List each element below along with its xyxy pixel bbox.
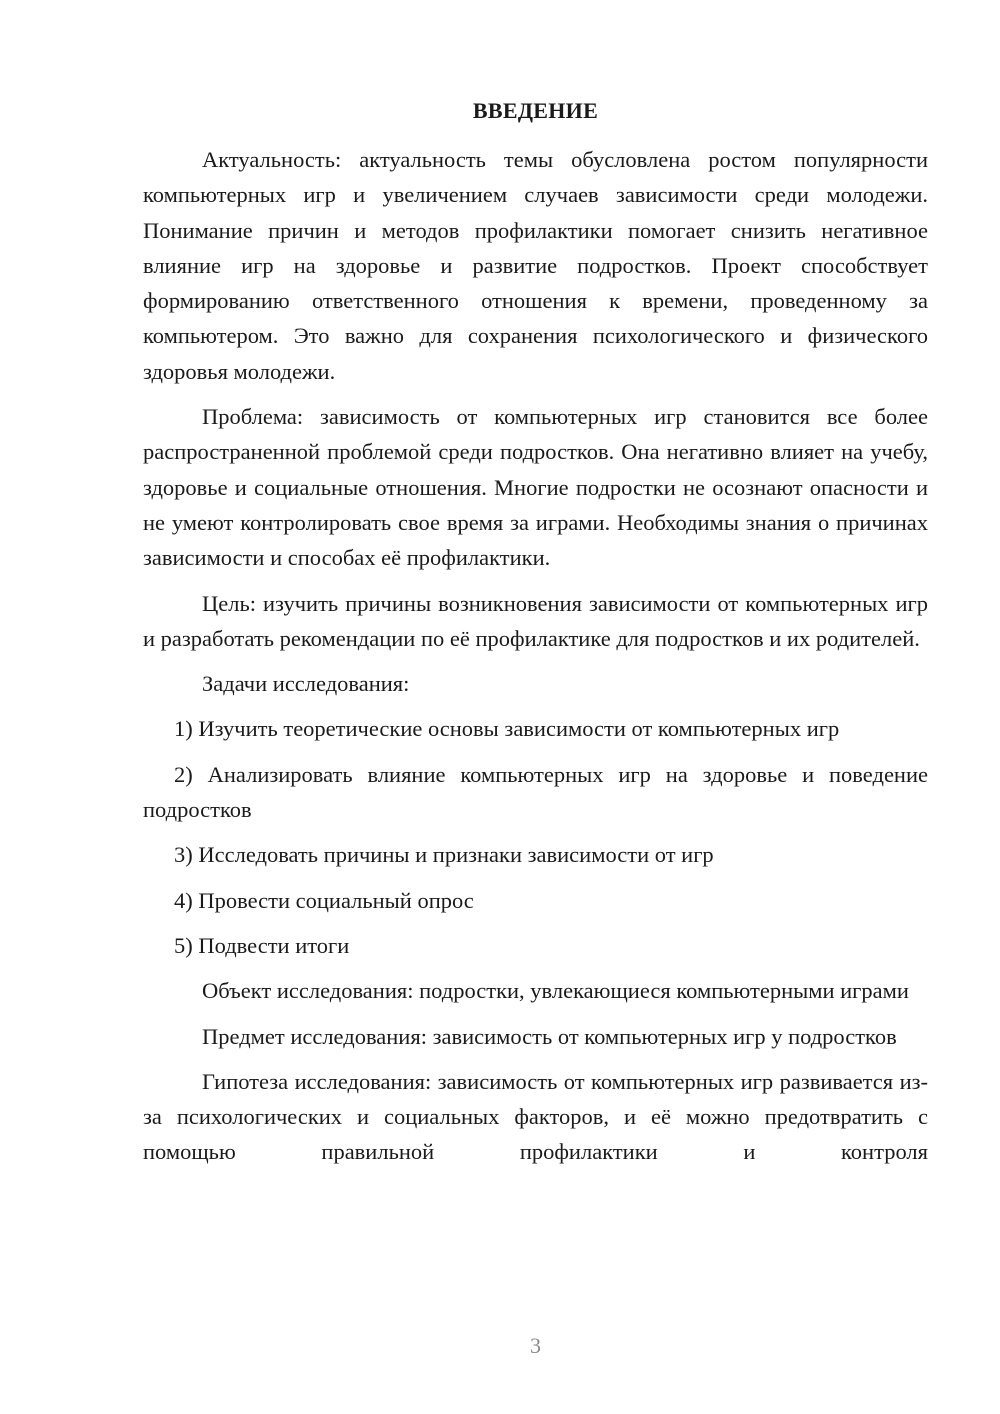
task-item-1: 1) Изучить теоретические основы зависимости от компьютерных игр [174, 716, 840, 742]
goal-paragraph: Цель: изучить причины возникновения зависимости от компьютерных игр и разработать рекомендации по её профилактике для подростков и их родителей. [143, 590, 928, 651]
document-page [143, 0, 928, 1414]
task-item-4: 4) Провести социальный опрос [174, 887, 474, 913]
hypothesis-paragraph: Гипотеза исследования: зависимость от компьютерных игр развивается из-за психологических и социальных факторов, и её можно предотвратить с помощью правильной профилактики и контроля [143, 1068, 928, 1165]
document-body [143, 142, 928, 1180]
page-number: 3 [530, 1333, 541, 1358]
task-item-3: 3) Исследовать причины и признаки зависимости от игр [174, 842, 714, 868]
relevance-paragraph: Актуальность: актуальность темы обусловлена ростом популярности компьютерных игр и увеличением случаев зависимости среди молодежи. Понимание причин и методов профилактики помогает снизить негативное влияние игр на здоровье и развитие подростков. Проект способствует формированию ответственного отношения к времени, проведенному за компьютером. Это важно для сохранения психологического и физического здоровья молодежи. [143, 147, 928, 384]
section-heading: ВВЕДЕНИЕ [472, 98, 599, 123]
subject-paragraph: Предмет исследования: зависимость от компьютерных игр у подростков [202, 1023, 897, 1049]
tasks-heading: Задачи исследования: [202, 671, 410, 697]
task-item-5: 5) Подвести итоги [174, 932, 350, 958]
problem-paragraph: Проблема: зависимость от компьютерных игр становится все более распространенной проблемой среди подростков. Она негативно влияет на учебу, здоровье и социальные отношения. Многие подростки не осознают опасности и не умеют контролировать свое время за играми. Необходимы знания о причинах зависимости и способах её профилактики. [143, 404, 928, 571]
object-paragraph: Объект исследования: подростки, увлекающиеся компьютерными играми [202, 978, 909, 1004]
task-item-2: 2) Анализировать влияние компьютерных игр на здоровье и поведение подростков [143, 761, 928, 823]
